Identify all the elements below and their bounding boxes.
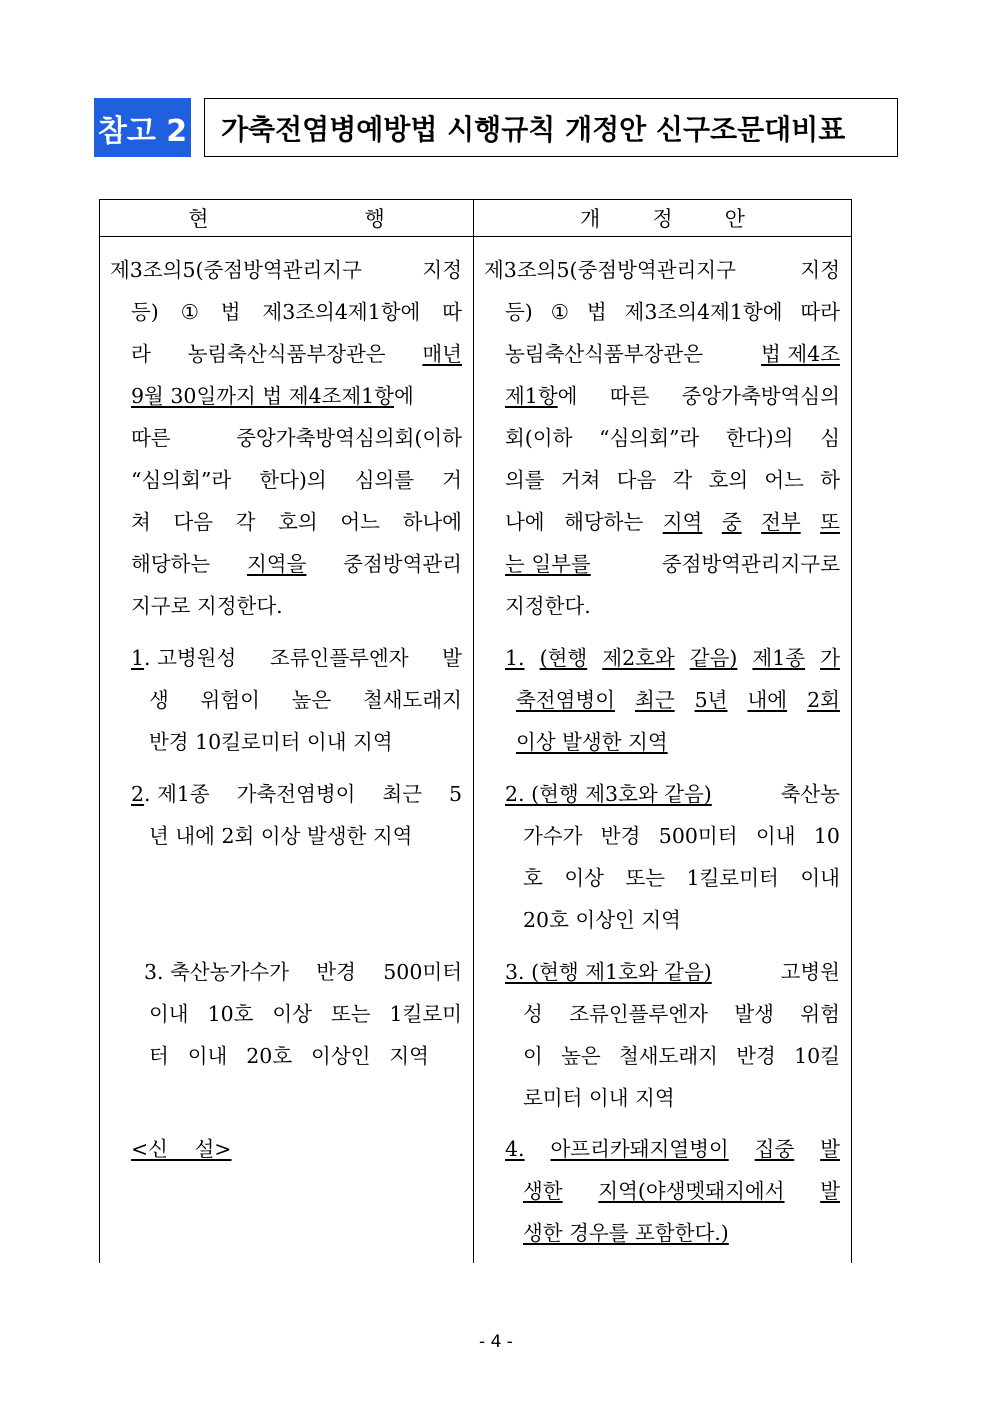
current-intro-line: 9월 30일까지 법 제4조제1항에: [131, 384, 414, 408]
amended-item-3: 3. (현행 제1호와 같음) 고병원: [505, 960, 840, 984]
amended-item-2: 20호 이상인 지역: [523, 908, 681, 932]
reference-badge: 참고 2: [94, 98, 191, 157]
amended-intro-line: 의를 거쳐 다음 각 호의 어느 하: [505, 468, 840, 492]
current-intro-line: 등) ① 법 제3조의4제1항에 따: [131, 300, 462, 324]
amended-item-2: 2. (현행 제3호와 같음) 축산농: [505, 782, 840, 806]
amended-intro-line: 회(이하 “심의회”라 한다)의 심: [505, 426, 840, 450]
amended-intro-line: 농림축산식품부장관은 법 제4조: [505, 342, 840, 366]
current-new-placeholder: <신 설>: [131, 1137, 232, 1161]
amended-item-4: 생한 경우를 포함한다.): [523, 1221, 729, 1245]
header-current: 현 행: [188, 207, 385, 231]
current-intro-line: 제3조의5(중점방역관리지구 지정: [110, 258, 462, 282]
amended-intro-line: 나에 해당하는 지역 중 전부 또: [505, 510, 840, 534]
header-amended: 개 정 안: [580, 207, 745, 231]
current-text: [100, 200, 473, 1264]
amended-item-1: 1. (현행 제2호와 같음) 제1종 가: [505, 646, 840, 670]
current-item-1: 1. 고병원성 조류인플루엔자 발: [131, 646, 462, 670]
current-item-3: 3. 축산농가수가 반경 500미터: [144, 960, 462, 984]
amended-item-1: 이상 발생한 지역: [516, 730, 668, 754]
amended-item-4: 4. 아프리카돼지열병이 집중 발: [505, 1137, 840, 1161]
current-intro-line: 라 농림축산식품부장관은 매년: [131, 342, 462, 366]
amended-item-1: 축전염병이 최근 5년 내에 2회: [516, 688, 840, 712]
amended-intro-line: 는 일부를 중점방역관리지구로: [505, 552, 840, 576]
amended-text: [474, 200, 851, 1264]
amended-intro-line: 제1항에 따른 중앙가축방역심의: [505, 384, 840, 408]
current-intro-line: 지구로 지정한다.: [131, 594, 283, 618]
current-item-3: 터 이내 20호 이상인 지역: [149, 1044, 429, 1068]
amended-intro-line: 등) ① 법 제3조의4제1항에 따라: [505, 300, 840, 324]
comparison-table: [99, 199, 852, 1263]
amended-item-4: 생한 지역(야생멧돼지에서 발: [523, 1179, 840, 1203]
current-item-2: 2. 제1종 가축전염병이 최근 5: [131, 782, 462, 806]
amended-intro-line: 제3조의5(중점방역관리지구 지정: [484, 258, 840, 282]
amended-item-2: 가수가 반경 500미터 이내 10: [523, 824, 840, 848]
current-item-1: 생 위험이 높은 철새도래지: [149, 688, 462, 712]
amended-item-3: 로미터 이내 지역: [523, 1086, 675, 1110]
amended-item-3: 이 높은 철새도래지 반경 10킬: [523, 1044, 840, 1068]
amended-item-2: 호 이상 또는 1킬로미터 이내: [523, 866, 840, 890]
current-item-2: 년 내에 2회 이상 발생한 지역: [149, 824, 413, 848]
current-intro-line: 쳐 다음 각 호의 어느 하나에: [131, 510, 462, 534]
current-intro-line: 해당하는 지역을 중점방역관리: [131, 552, 462, 576]
title-text: 가축전염병예방법 시행규칙 개정안 신구조문대비표: [221, 112, 846, 146]
amended-item-3: 성 조류인플루엔자 발생 위험: [523, 1002, 840, 1026]
current-intro-line: “심의회”라 한다)의 심의를 거: [131, 468, 462, 492]
current-item-3: 이내 10호 이상 또는 1킬로미: [149, 1002, 462, 1026]
current-item-1: 반경 10킬로미터 이내 지역: [149, 730, 393, 754]
amended-intro-line: 지정한다.: [505, 594, 591, 618]
page-number: - 4 -: [479, 1332, 513, 1352]
current-intro-line: 따른 중앙가축방역심의회(이하: [131, 426, 462, 450]
document-title: [204, 98, 898, 157]
